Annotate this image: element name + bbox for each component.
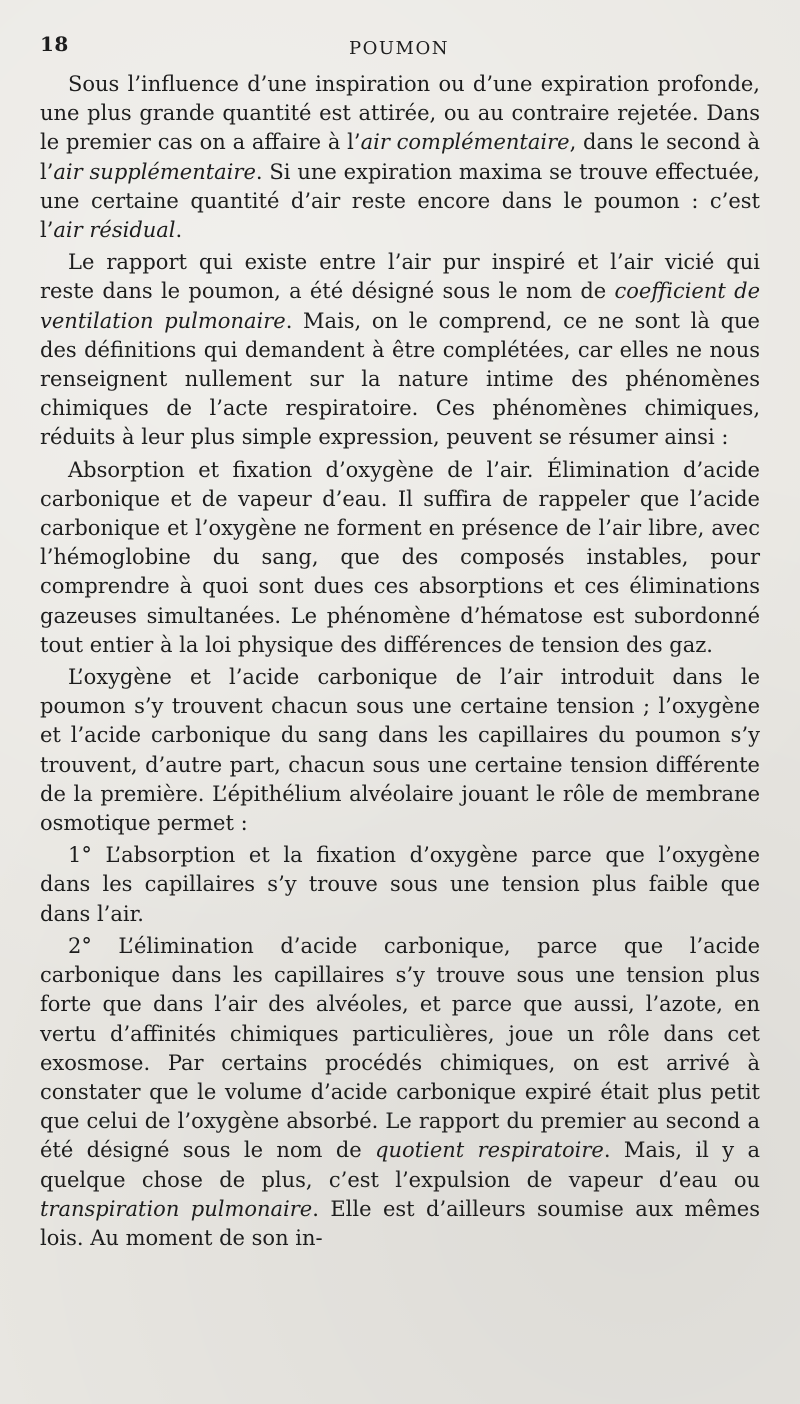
italic-term: air résidual (53, 218, 176, 243)
text-span: Le rapport qui existe entre l’air pur inspiré et l’air vicié qui reste dans le poumon, a été désigné sous le nom de (40, 250, 760, 304)
paragraph-6 (40, 932, 760, 1253)
running-head: POUMON (349, 38, 449, 59)
text-span: . Mais, on le comprend, ce ne sont là que des définitions qui demandent à être complétées, car elles ne nous renseignent nullement sur la nature intime des phénomènes chimiques de l’acte respiratoire. Ces phénomènes chimiques, réduits à leur plus simple expression, peuvent se résumer ainsi : (40, 308, 760, 450)
page-header (40, 30, 758, 66)
text-span: 2° L’élimination d’acide carbonique, parce que l’acide carbonique dans les capillaires s’y trouve sous une tension plus forte que dans l’air des alvéoles, et parce que aussi, l’azote, en vertu d’affinités chimiques particulières, joue un rôle dans cet exosmose. Par certains procédés chimiques, on est arrivé à constater que le volume d’acide carbonique expiré était plus petit que celui de l’oxygène absorbé. Le rapport du premier au second a été désigné sous le nom de (40, 933, 760, 1163)
text-span: Sous l’influence d’une inspiration ou d’une expiration profonde, une plus grande quantité est attirée, ou au contraire rejetée. Dans le premier cas on a affaire à l’ (40, 72, 760, 155)
body-text (40, 70, 760, 1256)
paragraph-3: Absorption et fixation d’oxygène de l’air. Élimination d’acide carbonique et de vapeur d’eau. Il suffira de rappeler que l’acide carbonique et l’oxygène ne forment en présence de l’air libre, avec l’hémoglobine du sang, que des composés instables, pour comprendre à quoi sont dues ces absorptions et ces éliminations gazeuses simultanées. Le phénomène d’hématose est subordonné tout entier à la loi physique des différences de tension des gaz. (40, 457, 760, 657)
text-span: . Mais, il y a quelque chose de plus, c’est l’expulsion de vapeur d’eau ou (40, 1138, 760, 1192)
italic-term: air complémentaire (360, 130, 570, 155)
italic-term: transpiration pulmonaire (40, 1196, 313, 1221)
italic-term: quotient respiratoire (375, 1138, 604, 1163)
paragraph-2 (40, 248, 760, 452)
paragraph-5: 1° L’absorption et la fixation d’oxygène parce que l’oxygène dans les capillaires s’y trouve sous une tension plus faible que dans l’air. (40, 843, 760, 926)
text-span: . Si une expiration maxima se trouve effectuée, une certaine quantité d’air reste encore dans le poumon : c’est l’ (40, 159, 760, 243)
italic-term: air supplémentaire (53, 159, 256, 184)
page-number: 18 (40, 32, 69, 56)
text-span: , dans le second à l’ (40, 130, 760, 184)
text-span: . Elle est d’ailleurs soumise aux mêmes lois. Au moment de son in- (40, 1196, 761, 1250)
paragraph-4: L’oxygène et l’acide carbonique de l’air introduit dans le poumon s’y trouvent chacun sous une certaine tension ; l’oxygène et l’acide carbonique du sang dans les capillaires du poumon s’y trouvent, d’autre part, chacun sous une certaine tension différente de la première. L’épithélium alvéolaire jouant le rôle de membrane osmotique permet : (40, 665, 760, 836)
italic-term: coefficient de ventilation pulmonaire (40, 279, 760, 333)
text-span: . (175, 218, 183, 243)
paragraph-1 (40, 70, 760, 245)
